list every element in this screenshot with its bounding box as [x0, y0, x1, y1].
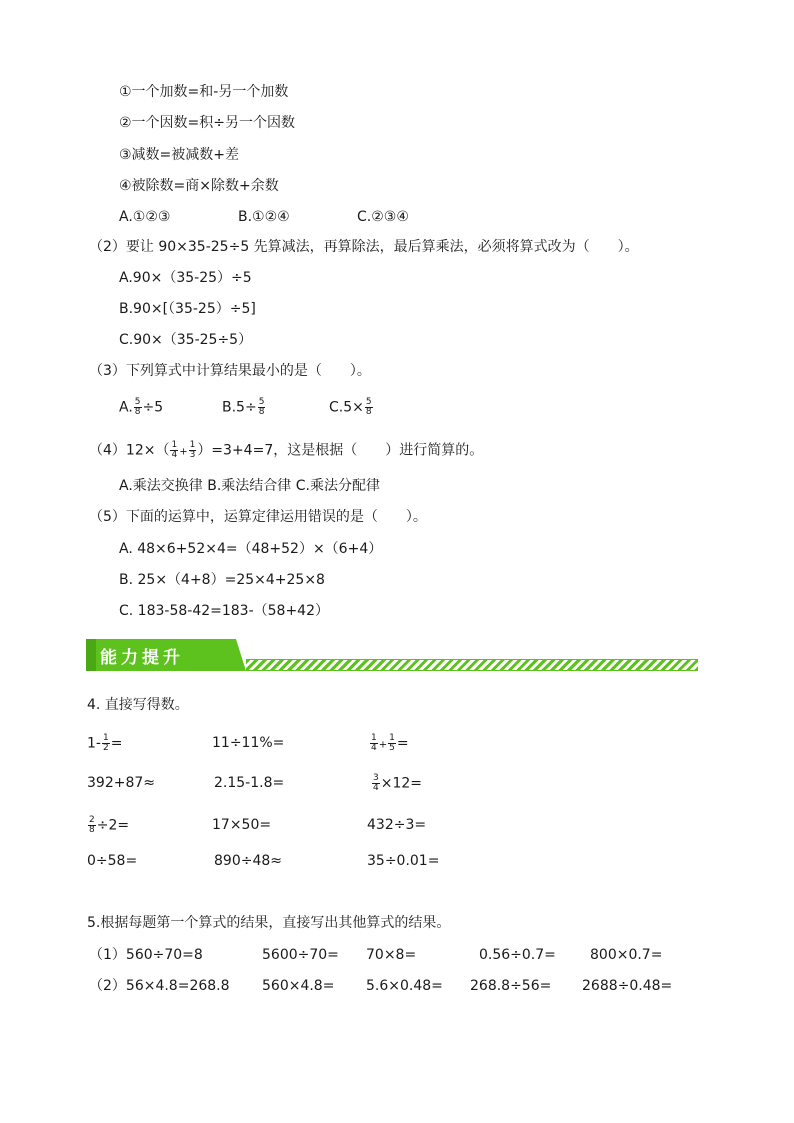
- fraction: $\frac{1}{5}$: [389, 733, 395, 753]
- q5-row1-item3: 70×8=: [366, 947, 417, 963]
- q2-option-b: B.90×[（35-25）÷5]: [119, 301, 256, 317]
- q4-section-title: 4. 直接写得数。: [87, 697, 189, 713]
- calc-r1c3: $\frac{1}{4}$ + $\frac{1}{5}$ =: [371, 733, 409, 753]
- calc-r4c3: 35÷0.01=: [367, 853, 440, 869]
- calc-r3c3: 432÷3=: [367, 817, 427, 833]
- q5-row1-item1: （1）560÷70=8: [89, 947, 203, 963]
- q5-row2-item3: 5.6×0.48=: [366, 978, 443, 994]
- fraction: $\frac{5}{8}$: [365, 397, 372, 417]
- fraction: $\frac{5}{8}$: [258, 397, 265, 417]
- q3-stem: （3）下列算式中计算结果最小的是（ ）。: [89, 363, 371, 379]
- q3-option-c: C.5× $\frac{5}{8}$: [329, 397, 372, 417]
- q4-stem: （4）12×（ $\frac{1}{4}$ + $\frac{1}{3}$ ）=3+4=7，这是根据（ ）进行简算的。: [89, 440, 484, 460]
- calc-r3c2: 17×50=: [212, 817, 272, 833]
- fraction: $\frac{1}{4}$: [371, 733, 377, 753]
- calc-r4c2: 890÷48≈: [214, 853, 282, 869]
- q1-option-c: C.②③④: [357, 209, 409, 225]
- rule-2: ②一个因数=积÷另一个因数: [119, 115, 296, 131]
- q5-row2-item1: （2）56×4.8=268.8: [89, 978, 230, 994]
- rule-3: ③减数=被减数+差: [119, 147, 240, 163]
- calc-r2c2: 2.15-1.8=: [214, 775, 285, 791]
- fraction: $\frac{2}{8}$: [89, 815, 95, 835]
- q5-option-b: B. 25×（4+8）=25×4+25×8: [119, 572, 325, 588]
- calc-r4c1: 0÷58=: [87, 853, 138, 869]
- fraction: $\frac{1}{2}$: [102, 733, 109, 753]
- q5-section-title: 5.根据每题第一个算式的结果，直接写出其他算式的结果。: [87, 915, 451, 931]
- q2-option-c: C.90×（35-25÷5）: [119, 332, 253, 348]
- q5-row2-item5: 2688÷0.48=: [582, 978, 673, 994]
- calc-r2c1: 392+87≈: [87, 775, 155, 791]
- q1-option-b: B.①②④: [238, 209, 290, 225]
- banner-stripes: [246, 659, 698, 671]
- q2-stem: （2）要让 90×35-25÷5 先算减法，再算除法，最后算乘法，必须将算式改为（ ）。: [89, 239, 639, 255]
- q4-options: A.乘法交换律 B.乘法结合律 C.乘法分配律: [119, 478, 380, 494]
- q5-row2-item4: 268.8÷56=: [470, 978, 552, 994]
- q5-row2-item2: 560×4.8=: [262, 978, 335, 994]
- rule-4: ④被除数=商×除数+余数: [119, 178, 279, 194]
- calc-r1c1: 1- $\frac{1}{2}$ =: [87, 733, 123, 753]
- banner-title: 能力提升: [100, 648, 184, 668]
- fraction: $\frac{1}{3}$: [189, 440, 196, 460]
- section-banner: [86, 637, 698, 673]
- fraction: $\frac{3}{4}$: [373, 773, 379, 793]
- q5-option-c: C. 183-58-42=183-（58+42）: [119, 603, 329, 619]
- fraction: $\frac{5}{8}$: [134, 397, 141, 417]
- q5-row1-item5: 800×0.7=: [590, 947, 663, 963]
- q5-stem: （5）下面的运算中，运算定律运用错误的是（ ）。: [89, 509, 427, 525]
- q5-row1-item4: 0.56÷0.7=: [479, 947, 556, 963]
- q3-option-a: A. $\frac{5}{8}$ ÷5: [119, 397, 164, 417]
- q3-option-b: B.5÷ $\frac{5}{8}$: [222, 397, 265, 417]
- fraction: $\frac{1}{4}$: [171, 440, 178, 460]
- calc-r3c1: $\frac{2}{8}$ ÷2=: [89, 815, 130, 835]
- q5-row1-item2: 5600÷70=: [262, 947, 339, 963]
- q1-option-a: A.①②③: [119, 209, 171, 225]
- q5-option-a: A. 48×6+52×4=（48+52）×（6+4）: [119, 541, 383, 557]
- rule-1: ①一个加数=和-另一个加数: [119, 84, 289, 100]
- calc-r1c2: 11÷11%=: [212, 735, 285, 751]
- q2-option-a: A.90×（35-25）÷5: [119, 270, 252, 286]
- calc-r2c3: $\frac{3}{4}$ ×12=: [373, 773, 423, 793]
